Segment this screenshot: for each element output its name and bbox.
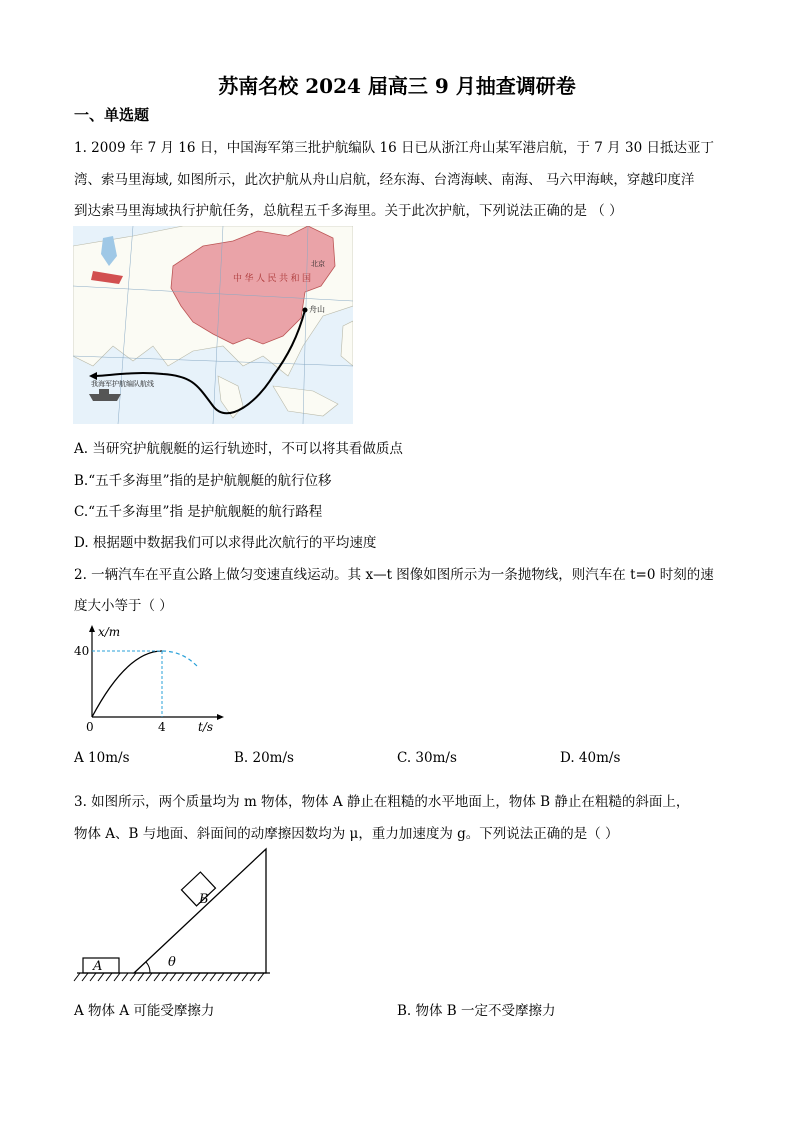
figure-label-theta: θ bbox=[168, 955, 176, 970]
graph-y-tick: 40 bbox=[74, 644, 90, 658]
graph-x-label: t/s bbox=[198, 720, 214, 734]
map-label-beijing: 北京 bbox=[311, 261, 325, 268]
q3-line-1: 3. 如图所示，两个质量均为 m 物体，物体 A 静止在粗糙的水平地面上，物体 B 静止在粗糙的斜面上， bbox=[74, 794, 690, 810]
q2-xt-graph bbox=[72, 622, 232, 734]
q1-line-1: 1. 2009 年 7 月 16 日，中国海军第三批护航编队 16 日已从浙江舟山某军港启航，于 7 月 30 日抵达亚丁 bbox=[74, 140, 714, 156]
map-label-zhoushan: 舟山 bbox=[309, 305, 325, 314]
map-label-country: 中 华 人 民 共 和 国 bbox=[233, 273, 312, 283]
q2-option-d: D. 40m/s bbox=[560, 750, 621, 766]
q3-option-a: A 物体 A 可能受摩擦力 bbox=[74, 1003, 215, 1019]
q3-option-b: B. 物体 B 一定不受摩擦力 bbox=[397, 1003, 556, 1019]
q2-option-b: B. 20m/s bbox=[234, 750, 294, 766]
graph-x-tick: 4 bbox=[158, 720, 166, 734]
q1-option-b: B.“五千多海里”指的是护航舰艇的航行位移 bbox=[74, 473, 332, 489]
figure-label-b: B bbox=[199, 892, 209, 907]
q2-line-2: 度大小等于（ ） bbox=[74, 598, 173, 614]
q1-option-c: C.“五千多海里”指 是护航舰艇的航行路程 bbox=[74, 504, 323, 520]
figure-label-a: A bbox=[93, 959, 103, 974]
graph-origin: 0 bbox=[86, 720, 94, 734]
graph-y-label: x/m bbox=[98, 625, 121, 639]
q3-line-2: 物体 A、B 与地面、斜面间的动摩擦因数均为 μ，重力加速度为 g。下列说法正确的是（ ） bbox=[74, 826, 619, 842]
q1-map-figure bbox=[73, 226, 353, 424]
q2-line-1: 2. 一辆汽车在平直公路上做匀变速直线运动。其 x—t 图像如图所示为一条抛物线，则汽车在 t=0 时刻的速 bbox=[74, 567, 714, 583]
section-heading: 一、单选题 bbox=[74, 106, 150, 124]
q3-incline-figure bbox=[72, 845, 277, 990]
q1-line-2: 湾、索马里海域, 如图所示，此次护航从舟山启航，经东海、台湾海峡、南海、 马六甲海峡，穿越印度洋 bbox=[74, 172, 695, 188]
q1-line-3: 到达索马里海域执行护航任务，总航程五千多海里。关于此次护航，下列说法正确的是 （ ） bbox=[74, 203, 623, 219]
q1-option-d: D. 根据题中数据我们可以求得此次航行的平均速度 bbox=[74, 535, 377, 551]
map-label-route: 我海军护航编队航线 bbox=[91, 381, 154, 388]
q1-option-a: A. 当研究护航舰艇的运行轨迹时，不可以将其看做质点 bbox=[74, 441, 403, 457]
q2-option-c: C. 30m/s bbox=[397, 750, 457, 766]
page-title: 苏南名校 2024 届高三 9 月抽查调研卷 bbox=[218, 74, 576, 98]
q2-option-a: A 10m/s bbox=[74, 750, 130, 766]
